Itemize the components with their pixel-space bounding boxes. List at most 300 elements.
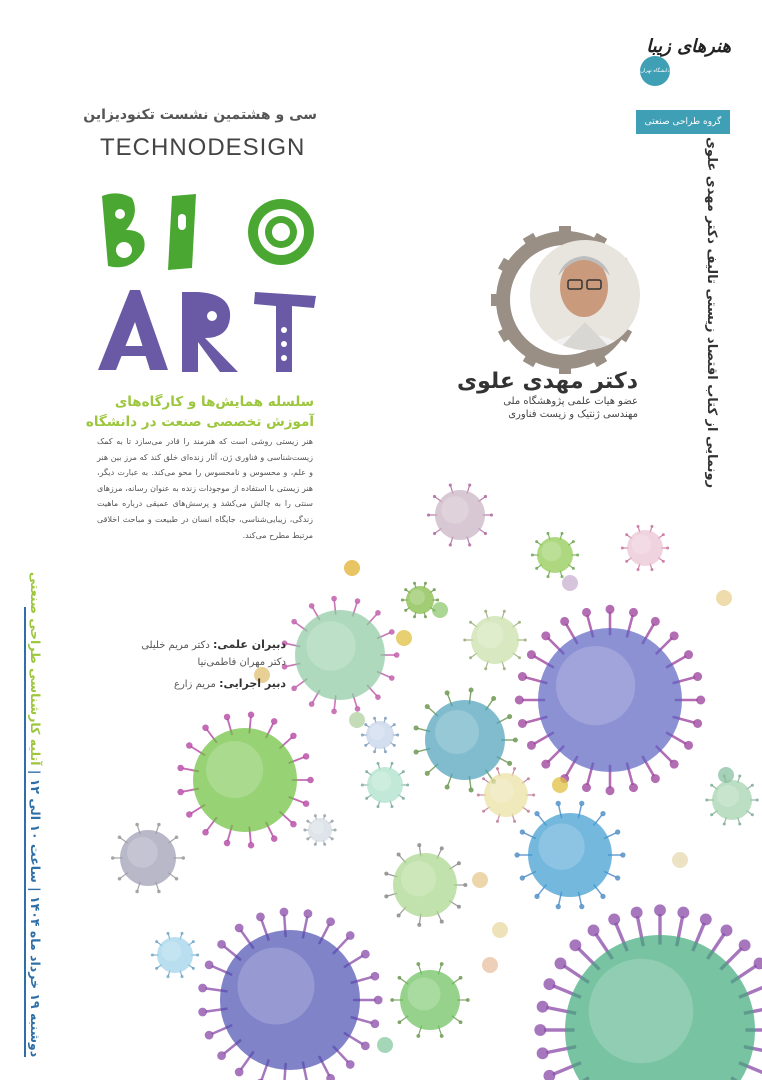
virus-spike-tip — [693, 672, 702, 681]
virus-spike-tip — [527, 810, 530, 813]
virus-spike-tip — [331, 709, 337, 715]
virus-spike-tip — [654, 904, 666, 916]
virus-spike-tip — [436, 599, 439, 602]
spore-dot — [472, 872, 488, 888]
virus-icon — [303, 814, 336, 846]
virus-highlight — [206, 741, 263, 798]
virus-spike-tip — [361, 784, 364, 787]
virus-spike-tip — [579, 801, 584, 806]
virus-spike-tip — [402, 770, 405, 773]
virus-spike-tip — [248, 842, 255, 849]
virus-spike-tip — [198, 984, 207, 993]
virus-icon — [151, 932, 199, 978]
spore-dot — [377, 1037, 393, 1053]
virus-spike-tip — [710, 784, 713, 787]
virus-spike-tip — [514, 852, 519, 857]
virus-icon — [427, 483, 493, 546]
virus-spike-tip — [520, 875, 525, 880]
virus-spike-tip — [651, 774, 660, 783]
virus-spike-tip — [625, 560, 628, 563]
virus-highlight — [632, 535, 652, 555]
virus-spike-tip — [636, 568, 639, 571]
virus-spike-tip — [684, 650, 693, 659]
virus-spike-tip — [440, 920, 444, 924]
virus-spike-tip — [463, 639, 466, 642]
editors-block — [86, 636, 286, 693]
scientific-editors-label: دبیران علمی: — [212, 638, 286, 651]
virus-spike-tip — [151, 954, 154, 957]
virus-spike-tip — [440, 846, 444, 850]
spore-dot — [349, 712, 365, 728]
spore-dot — [344, 560, 360, 576]
virus-spike-tip — [582, 608, 591, 617]
virus-spike-tip — [449, 483, 452, 486]
virus-spike-tip — [615, 875, 620, 880]
speaker-name: دکتر مهدی علوی — [456, 369, 638, 394]
virus-spike-tip — [290, 821, 297, 828]
virus-spike-tip — [271, 718, 278, 725]
virus-spike-tip — [402, 797, 405, 800]
virus-spike-tip — [631, 907, 643, 919]
virus-spike-tip — [398, 976, 402, 980]
virus-spike-tip — [546, 532, 549, 535]
virus-spike-tip — [537, 1001, 549, 1013]
virus-spike-tip — [513, 820, 516, 823]
virus-spike-tip — [469, 687, 474, 692]
virus-spike-tip — [394, 652, 400, 658]
virus-spike-tip — [477, 794, 480, 797]
virus-highlight — [401, 861, 436, 896]
virus-highlight — [435, 710, 479, 754]
brand-title: TECHNODESIGN — [100, 134, 306, 161]
virus-spike-tip — [424, 582, 427, 585]
virus-spike-tip — [543, 978, 555, 990]
virus-spike-tip — [615, 829, 620, 834]
virus-spike-tip — [371, 1019, 380, 1028]
series-title-line-1: سلسله همایش‌ها و کارگاه‌های — [114, 394, 314, 410]
virus-spike-tip — [334, 829, 337, 832]
title-text — [96, 380, 97, 381]
virus-spike-tip — [469, 621, 472, 624]
virus-spike-tip — [135, 823, 139, 827]
virus-spike-tip — [181, 975, 184, 978]
virus-spike-tip — [397, 913, 401, 917]
virus-spike-tip — [546, 575, 549, 578]
virus-highlight — [441, 496, 469, 524]
virus-spike-tip — [182, 856, 186, 860]
virus-spike-tip — [355, 706, 361, 712]
virus-spike-tip — [534, 894, 539, 899]
virus-spike-tip — [576, 554, 579, 557]
virus-spike-tip — [166, 932, 169, 935]
virus-icon — [282, 596, 400, 714]
virus-spike-tip — [217, 940, 226, 949]
virus-spike-tip — [376, 805, 379, 808]
virus-highlight — [372, 772, 392, 792]
virus-spike-tip — [306, 820, 309, 823]
virus-spike-tip — [556, 801, 561, 806]
virus-icon — [515, 605, 705, 795]
virus-spike-tip — [469, 656, 472, 659]
virus-highlight — [311, 821, 324, 834]
virus-spike-tip — [670, 631, 679, 640]
virus-spike-tip — [331, 596, 337, 602]
virus-spike-tip — [520, 829, 525, 834]
virus-spike-tip — [491, 696, 496, 701]
virus-spike-tip — [738, 822, 741, 825]
virus-spike-tip — [384, 750, 387, 753]
virus-spike-tip — [482, 810, 485, 813]
virus-spike-tip — [391, 762, 394, 765]
virus-spike-tip — [513, 738, 518, 743]
virus-spike-tip — [196, 954, 199, 957]
gear-tooth — [491, 294, 505, 306]
virus-spike-tip — [670, 760, 679, 769]
virus-icon — [705, 775, 758, 826]
virus-spike-tip — [401, 599, 404, 602]
event-venue: آتلیه کارشناسی طراحی صنعتی — [28, 571, 43, 766]
virus-spike-tip — [391, 805, 394, 808]
virus-spike-tip — [202, 829, 209, 836]
virus-spike-tip — [175, 836, 179, 840]
virus-spike-tip — [433, 532, 436, 535]
virus-spike-tip — [518, 719, 527, 728]
virus-spike-tip — [111, 856, 115, 860]
virus-spike-tip — [490, 513, 493, 516]
virus-spike-tip — [677, 907, 689, 919]
virus-spike-tip — [608, 913, 620, 925]
virus-spike-tip — [361, 734, 364, 737]
virus-spike-tip — [364, 723, 367, 726]
virus-spike-tip — [309, 603, 315, 609]
virus-spike-tip — [756, 799, 759, 802]
virus-spike-tip — [256, 913, 265, 922]
virus-spike-tip — [621, 547, 624, 550]
virus-spike-tip — [417, 923, 421, 927]
faculty-logo: هنرهای زیبا — [646, 36, 731, 57]
virus-spike-tip — [534, 1024, 546, 1036]
virus-spike-tip — [307, 777, 314, 784]
virus-spike-tip — [166, 975, 169, 978]
virus-spike-tip — [527, 741, 536, 750]
virus-icon — [477, 767, 535, 823]
virus-spike-tip — [582, 783, 591, 792]
virus-spike-tip — [361, 950, 370, 959]
virus-spike-tip — [424, 615, 427, 618]
virus-highlight — [410, 590, 425, 605]
virus-spike-tip — [235, 1068, 244, 1077]
title-bio — [102, 193, 314, 270]
virus-spike-tip — [205, 1031, 214, 1040]
virus-spike-tip — [572, 567, 575, 570]
virus-spike-tip — [414, 750, 419, 755]
virus-spike-tip — [390, 998, 394, 1002]
virus-spike-tip — [693, 719, 702, 728]
spore-dot — [432, 602, 448, 618]
virus-spike-tip — [662, 560, 665, 563]
virus-spike-tip — [723, 822, 726, 825]
virus-spike-tip — [532, 794, 535, 797]
virus-icon — [198, 908, 382, 1080]
virus-spike-tip — [620, 852, 625, 857]
virus-spike-tip — [374, 996, 383, 1005]
virus-spike-tip — [496, 820, 499, 823]
virus-spike-tip — [440, 1034, 444, 1038]
virus-spike-tip — [507, 761, 512, 766]
virus-spike-tip — [515, 696, 524, 705]
virus-spike-tip — [389, 629, 395, 635]
virus-spike-tip — [202, 724, 209, 731]
virus-spike-tip — [416, 962, 420, 966]
virus-spike-tip — [373, 717, 376, 720]
virus-spike-tip — [445, 690, 450, 695]
virus-spike-tip — [484, 532, 487, 535]
virus-spike-tip — [413, 615, 416, 618]
virus-spike-tip — [433, 495, 436, 498]
virus-spike-tip — [396, 734, 399, 737]
virus-spike-tip — [738, 775, 741, 778]
virus-spike-tip — [331, 837, 334, 840]
virus-icon — [111, 823, 185, 894]
virus-highlight — [539, 824, 585, 870]
virus-spike-tip — [118, 877, 122, 881]
virus-spike-tip — [651, 525, 654, 528]
virus-spike-tip — [303, 753, 310, 760]
virus-icon — [177, 712, 313, 849]
virus-spike-tip — [629, 783, 638, 792]
virus-spike-tip — [721, 925, 733, 937]
virus-spike-tip — [413, 582, 416, 585]
virus-spike-tip — [710, 813, 713, 816]
virus-spike-tip — [157, 823, 161, 827]
virus-spike-tip — [457, 861, 461, 865]
virus-spike-tip — [543, 1070, 555, 1080]
virus-spike-tip — [518, 672, 527, 681]
virus-spike-tip — [157, 890, 161, 894]
virus-spike-tip — [373, 750, 376, 753]
virus-spike-tip — [384, 717, 387, 720]
virus-spike-tip — [393, 744, 396, 747]
virus-spike-tip — [466, 998, 470, 1002]
virus-spike-tip — [314, 843, 317, 846]
virus-spike-tip — [118, 836, 122, 840]
virus-spike-tip — [384, 894, 388, 898]
virus-highlight — [589, 959, 694, 1064]
virus-spike-tip — [404, 609, 407, 612]
virus-spike-tip — [555, 958, 567, 970]
virus-spike-tip — [306, 837, 309, 840]
virus-spike-tip — [425, 771, 430, 776]
spore-dot — [672, 852, 688, 868]
virus-spike-tip — [600, 811, 605, 816]
virus-spike-tip — [606, 605, 615, 614]
virus-spike-tip — [572, 540, 575, 543]
spore-dot — [716, 590, 732, 606]
virus-spike-tip — [556, 904, 561, 909]
virus-spike-tip — [662, 533, 665, 536]
virus-spike-tip — [518, 621, 521, 624]
virus-spike-tip — [468, 543, 471, 546]
virus-spike-tip — [304, 909, 313, 918]
virus-spike-tip — [280, 908, 289, 917]
virus-spike-tip — [177, 765, 184, 772]
virus-icon — [531, 532, 579, 578]
virus-icon — [514, 801, 625, 909]
virus-spike-tip — [588, 925, 600, 937]
virus-spike-tip — [425, 704, 430, 709]
virus-spike-tip — [535, 540, 538, 543]
virus-spike-tip — [323, 814, 326, 817]
virus-spike-tip — [569, 939, 581, 951]
virus-spike-tip — [513, 767, 516, 770]
virus-spike-tip — [314, 814, 317, 817]
virus-highlight — [408, 978, 441, 1011]
virus-spike-tip — [440, 962, 444, 966]
spore-dot — [562, 575, 578, 591]
virus-highlight — [238, 948, 315, 1025]
scientific-editor-2: دکتر مهران فاطمی‌نیا — [197, 657, 286, 668]
book-unveiling-text: رونمایی از کتاب اقتصاد زیستی تالیف دکتر مهدی علوی — [704, 136, 719, 488]
virus-spike-tip — [606, 786, 615, 795]
virus-spike-tip — [503, 610, 506, 613]
virus-spike-tip — [397, 853, 401, 857]
virus-spike-tip — [361, 1041, 370, 1050]
virus-spike-tip — [496, 767, 499, 770]
virus-spike-tip — [375, 694, 381, 700]
title-art — [98, 290, 316, 372]
virus-spike-tip — [625, 533, 628, 536]
virus-spike-tip — [535, 567, 538, 570]
virus-spike-tip — [406, 784, 409, 787]
virus-spike-tip — [404, 588, 407, 591]
virus-spike-tip — [700, 913, 712, 925]
virus-spike-tip — [531, 554, 534, 557]
virus-spike-tip — [629, 608, 638, 617]
virus-spike-tip — [600, 894, 605, 899]
virus-spike-tip — [684, 741, 693, 750]
speaker-photo — [525, 235, 645, 360]
virus-spike-tip — [290, 733, 297, 740]
virus-spike-tip — [507, 714, 512, 719]
virus-spike-tip — [751, 784, 754, 787]
virus-spike-tip — [186, 742, 193, 749]
virus-spike-tip — [398, 1020, 402, 1024]
virus-spike-tip — [414, 725, 419, 730]
series-title — [14, 392, 314, 432]
virus-spike-tip — [416, 1034, 420, 1038]
virus-spike-tip — [331, 820, 334, 823]
virus-spike-tip — [427, 513, 430, 516]
virus-icon — [361, 717, 399, 754]
virus-spike-tip — [469, 788, 474, 793]
virus-spike-tip — [186, 811, 193, 818]
virus-spike-tip — [135, 890, 139, 894]
virus-spike-tip — [326, 917, 335, 926]
virus-spike-tip — [181, 932, 184, 935]
virus-spike-tip — [224, 840, 231, 847]
virus-spike-tip — [527, 650, 536, 659]
virus-spike-tip — [482, 777, 485, 780]
spore-dot — [482, 957, 498, 973]
virus-spike-tip — [346, 1060, 355, 1069]
virus-spike-tip — [449, 543, 452, 546]
virus-spike-tip — [346, 931, 355, 940]
virus-spike-tip — [175, 877, 179, 881]
virus-spike-tip — [541, 631, 550, 640]
virus-highlight — [162, 942, 182, 962]
virus-spike-tip — [666, 547, 669, 550]
virus-spike-tip — [445, 785, 450, 790]
virus-spike-tip — [457, 905, 461, 909]
virus-highlight — [542, 542, 562, 562]
virus-spike-tip — [484, 610, 487, 613]
virus-spike-tip — [224, 714, 231, 721]
virus-spike-tip — [376, 762, 379, 765]
virus-spike-tip — [651, 617, 660, 626]
spore-dot — [552, 777, 568, 793]
series-title-line-2: آموزش تخصصی صنعت در دانشگاه — [85, 414, 314, 430]
department-band: گروه طراحی صنعتی — [636, 110, 730, 134]
virus-spike-tip — [561, 575, 564, 578]
virus-spike-tip — [561, 532, 564, 535]
virus-highlight — [370, 725, 385, 740]
virus-illustrations — [111, 483, 762, 1080]
virus-spike-tip — [484, 667, 487, 670]
speaker-role — [438, 395, 638, 421]
virus-spike-tip — [248, 712, 255, 719]
virus-spike-tip — [155, 940, 158, 943]
virus-highlight — [306, 621, 356, 671]
virus-icon — [361, 762, 409, 808]
virus-spike-tip — [541, 760, 550, 769]
virus-highlight — [556, 646, 635, 725]
virus-highlight — [490, 779, 514, 803]
virus-spike-tip — [323, 843, 326, 846]
virus-spike-tip — [417, 843, 421, 847]
virus-icon — [384, 843, 467, 927]
virus-spike-tip — [524, 639, 527, 642]
virus-spike-tip — [579, 904, 584, 909]
speaker-role-line-2: مهندسی ژنتیک و زیست فناوری — [508, 409, 638, 420]
virus-spike-tip — [198, 1008, 207, 1017]
virus-spike-tip — [503, 667, 506, 670]
virus-spike-tip — [217, 1051, 226, 1060]
spore-dot — [396, 630, 412, 646]
virus-spike-tip — [705, 799, 708, 802]
virus-spike-tip — [384, 872, 388, 876]
virus-spike-tip — [375, 610, 381, 616]
virus-spike-tip — [518, 656, 521, 659]
virus-spike-tip — [303, 829, 306, 832]
executive-editor-label: دبیر اجرایی: — [219, 677, 286, 690]
virus-spike-tip — [739, 939, 751, 951]
spore-dot — [718, 767, 734, 783]
virus-spike-tip — [177, 789, 184, 796]
virus-spike-tip — [192, 940, 195, 943]
virus-icon — [534, 904, 762, 1080]
virus-spike-tip — [235, 924, 244, 933]
virus-icon — [390, 962, 469, 1038]
virus-spike-tip — [365, 770, 368, 773]
virus-spike-tip — [355, 598, 361, 604]
virus-spike-tip — [751, 813, 754, 816]
virus-spike-tip — [433, 588, 436, 591]
virus-spike-tip — [484, 495, 487, 498]
virus-spike-tip — [371, 972, 380, 981]
virus-spike-tip — [537, 1047, 549, 1059]
virus-spike-tip — [468, 483, 471, 486]
gear-tooth — [559, 226, 571, 240]
